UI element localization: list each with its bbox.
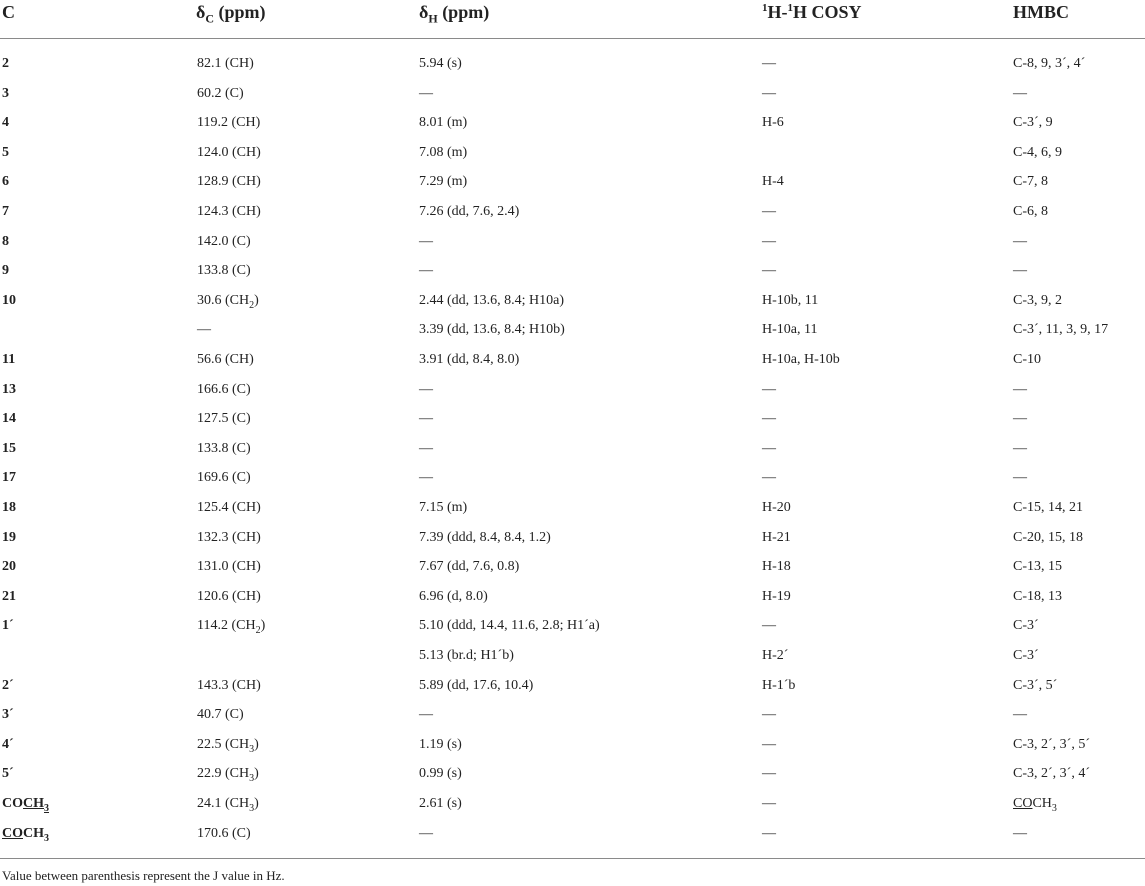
carbon-label: 8 xyxy=(2,233,9,249)
cosy-value: — xyxy=(762,470,776,486)
table-row xyxy=(0,584,1145,614)
delta-h-value: — xyxy=(419,233,433,249)
delta-h-value: — xyxy=(419,825,433,841)
carbon-label: 2´ xyxy=(2,677,14,693)
carbon-label: 11 xyxy=(2,352,16,367)
cosy-value: H-19 xyxy=(762,588,791,604)
carbon-label: 10 xyxy=(2,292,16,308)
cosy-value: — xyxy=(762,263,776,279)
delta-h-value: 7.29 (m) xyxy=(419,174,468,190)
cosy-value: — xyxy=(762,56,776,71)
carbon-label: 4 xyxy=(2,115,9,131)
carbon-label: 1´ xyxy=(2,618,14,634)
table-row xyxy=(0,288,1145,318)
table-bottom-rule xyxy=(0,858,1145,859)
hmbc-value: — xyxy=(1013,440,1027,456)
delta-h-value: 7.26 (dd, 7.6, 2.4) xyxy=(419,204,520,219)
carbon-label: 2 xyxy=(2,56,9,71)
carbon-label: 3´ xyxy=(2,707,14,723)
delta-h-value: 5.89 (dd, 17.6, 10.4) xyxy=(419,677,534,693)
hmbc-value: — xyxy=(1013,825,1027,841)
carbon-label: 13 xyxy=(2,381,16,397)
delta-c-value: 128.9 (CH) xyxy=(197,174,261,190)
cosy-value: — xyxy=(762,766,776,782)
delta-h-value: 3.91 (dd, 8.4, 8.0) xyxy=(419,352,520,367)
table-row xyxy=(0,81,1145,111)
cosy-value: H-1´b xyxy=(762,677,796,693)
carbon-label: 21 xyxy=(2,588,16,604)
delta-c-value: — xyxy=(197,322,211,338)
header-delta-c: $\delta_C$ (ppm) xyxy=(196,2,266,26)
delta-h-value: 2.44 (dd, 13.6, 8.4; H10a) xyxy=(419,292,565,308)
cosy-value: — xyxy=(762,796,776,811)
delta-c-value: 22.5 $(CH_3)$ xyxy=(197,736,259,755)
hmbc-value: C-20, 15, 18 xyxy=(1013,529,1083,545)
delta-h-value: — xyxy=(419,263,433,279)
cosy-value: — xyxy=(762,707,776,723)
delta-h-value: — xyxy=(419,411,433,427)
cosy-value: — xyxy=(762,736,776,752)
delta-h-value: 5.13 (br.d; H1´b) xyxy=(419,648,514,663)
table-row xyxy=(0,199,1145,229)
table-row xyxy=(0,554,1145,584)
carbon-label: 18 xyxy=(2,500,16,515)
table-footnote: Value between parenthesis represent the J value in Hz. xyxy=(2,868,285,883)
hmbc-value: C-8, 9, 3´, 4´ xyxy=(1013,56,1086,71)
table-row xyxy=(0,702,1145,732)
hmbc-value: — xyxy=(1013,381,1027,397)
table-row xyxy=(0,761,1145,791)
delta-h-value: 5.94 (s) xyxy=(419,56,462,71)
carbon-label: 3 xyxy=(2,85,9,101)
table-row xyxy=(0,258,1145,288)
carbon-label: 4´ xyxy=(2,736,14,752)
table-row xyxy=(0,495,1145,525)
table-row xyxy=(0,613,1145,643)
table-row xyxy=(0,51,1145,81)
delta-h-value: — xyxy=(419,707,433,723)
delta-h-value: 3.39 (dd, 13.6, 8.4; H10b) xyxy=(419,322,565,338)
delta-c-value: 120.6 (CH) xyxy=(197,588,261,604)
hmbc-value: C-3´, 9 xyxy=(1013,115,1053,131)
delta-h-value: — xyxy=(419,440,433,456)
table-row xyxy=(0,732,1145,762)
delta-c-value: 22.9 $(CH_3)$ xyxy=(197,766,259,785)
table-row xyxy=(0,525,1145,555)
header-cosy: $^1$H-$^1$H COSY xyxy=(762,2,862,22)
carbon-label: 5 xyxy=(2,144,9,160)
cosy-value: — xyxy=(762,825,776,841)
hmbc-value: $COCH_3$ xyxy=(1013,796,1057,814)
hmbc-value: C-3, 9, 2 xyxy=(1013,292,1062,308)
cosy-value: H-21 xyxy=(762,529,791,545)
carbon-label: $COCH_3$ xyxy=(2,825,49,844)
carbon-label: $COCH_3$ xyxy=(2,796,49,814)
delta-c-value: 131.0 (CH) xyxy=(197,559,261,575)
hmbc-value: C-3´, 11, 3, 9, 17 xyxy=(1013,322,1109,338)
delta-h-value: 0.99 (s) xyxy=(419,766,462,782)
hmbc-value: C-3, 2´, 3´, 5´ xyxy=(1013,736,1090,752)
hmbc-value: — xyxy=(1013,470,1027,486)
hmbc-value: — xyxy=(1013,707,1027,723)
delta-c-value: 30.6 $(CH_2)$ xyxy=(197,292,259,311)
delta-h-value: 8.01 (m) xyxy=(419,115,468,131)
cosy-value: — xyxy=(762,440,776,456)
delta-h-value: 5.10 (ddd, 14.4, 11.6, 2.8; H1´a) xyxy=(419,618,600,634)
hmbc-value: C-10 xyxy=(1013,352,1041,367)
table-row xyxy=(0,436,1145,466)
delta-c-value: 124.3 (CH) xyxy=(197,204,261,219)
delta-c-value: 60.2 (C) xyxy=(197,85,244,101)
delta-h-value: 7.15 (m) xyxy=(419,500,468,515)
carbon-label: 19 xyxy=(2,529,16,545)
carbon-label: 9 xyxy=(2,263,9,279)
delta-c-value: 169.6 (C) xyxy=(197,470,251,486)
cosy-value: H-10a, H-10b xyxy=(762,352,840,367)
hmbc-value: C-3, 2´, 3´, 4´ xyxy=(1013,766,1090,782)
table-row xyxy=(0,821,1145,851)
table-row xyxy=(0,317,1145,347)
delta-h-value: 6.96 (d, 8.0) xyxy=(419,588,488,604)
delta-c-value: 124.0 (CH) xyxy=(197,144,261,160)
cosy-value: H-2´ xyxy=(762,648,789,663)
delta-c-value: 56.6 (CH) xyxy=(197,352,254,367)
delta-h-value: — xyxy=(419,381,433,397)
hmbc-value: — xyxy=(1013,263,1027,279)
delta-c-value: 170.6 (C) xyxy=(197,825,251,841)
header-hmbc: HMBC xyxy=(1013,2,1069,22)
cosy-value: — xyxy=(762,381,776,397)
cosy-value: H-20 xyxy=(762,500,791,515)
delta-h-value: 7.39 (ddd, 8.4, 8.4, 1.2) xyxy=(419,529,551,545)
hmbc-value: — xyxy=(1013,411,1027,427)
delta-c-value: 114.2 $(CH_2)$ xyxy=(197,618,266,637)
hmbc-value: C-18, 13 xyxy=(1013,588,1062,604)
delta-h-value: — xyxy=(419,85,433,101)
header-carbon: C xyxy=(2,2,15,22)
delta-h-value: 2.61 (s) xyxy=(419,796,462,811)
cosy-value: — xyxy=(762,85,776,101)
delta-c-value: 119.2 (CH) xyxy=(197,115,261,131)
cosy-value: H-18 xyxy=(762,559,791,575)
carbon-label: 6 xyxy=(2,174,9,190)
hmbc-value: C-15, 14, 21 xyxy=(1013,500,1083,515)
delta-c-value: 40.7 (C) xyxy=(197,707,244,723)
delta-c-value: 125.4 (CH) xyxy=(197,500,261,515)
cosy-value: H-10b, 11 xyxy=(762,292,819,308)
cosy-value: — xyxy=(762,204,776,219)
hmbc-value: C-3´, 5´ xyxy=(1013,677,1058,693)
delta-c-value: 132.3 (CH) xyxy=(197,529,261,545)
carbon-label: 17 xyxy=(2,470,16,486)
table-row xyxy=(0,140,1145,170)
carbon-label: 15 xyxy=(2,440,16,456)
delta-c-value: 133.8 (C) xyxy=(197,263,251,279)
table-row xyxy=(0,406,1145,436)
table-row xyxy=(0,169,1145,199)
cosy-value: H-10a, 11 xyxy=(762,322,818,338)
table-row xyxy=(0,643,1145,673)
cosy-value: — xyxy=(762,618,776,634)
delta-c-value: 24.1 $(CH_3)$ xyxy=(197,796,259,814)
delta-c-value: 133.8 (C) xyxy=(197,440,251,456)
carbon-label: 7 xyxy=(2,204,9,219)
hmbc-value: C-7, 8 xyxy=(1013,174,1048,190)
cosy-value: H-6 xyxy=(762,115,784,131)
hmbc-value: C-3´ xyxy=(1013,618,1039,634)
carbon-label: 14 xyxy=(2,411,16,427)
delta-c-value: 82.1 (CH) xyxy=(197,56,254,71)
delta-h-value: 1.19 (s) xyxy=(419,736,462,752)
table-row xyxy=(0,377,1145,407)
delta-h-value: 7.08 (m) xyxy=(419,144,468,160)
delta-h-value: — xyxy=(419,470,433,486)
table-row xyxy=(0,673,1145,703)
hmbc-value: C-4, 6, 9 xyxy=(1013,144,1062,160)
delta-c-value: 142.0 (C) xyxy=(197,233,251,249)
header-delta-h: $\delta_H$ (ppm) xyxy=(419,2,490,26)
table-row xyxy=(0,791,1145,821)
hmbc-value: C-13, 15 xyxy=(1013,559,1062,575)
table-row xyxy=(0,229,1145,259)
carbon-label: 5´ xyxy=(2,766,14,782)
table-row xyxy=(0,347,1145,377)
cosy-value: H-4 xyxy=(762,174,784,190)
delta-c-value: 127.5 (C) xyxy=(197,411,251,427)
hmbc-value: — xyxy=(1013,233,1027,249)
table-row xyxy=(0,465,1145,495)
hmbc-value: C-3´ xyxy=(1013,648,1039,663)
hmbc-value: C-6, 8 xyxy=(1013,204,1048,219)
table-row xyxy=(0,110,1145,140)
cosy-value: — xyxy=(762,411,776,427)
delta-h-value: 7.67 (dd, 7.6, 0.8) xyxy=(419,559,520,575)
hmbc-value: — xyxy=(1013,85,1027,101)
delta-c-value: 166.6 (C) xyxy=(197,381,251,397)
delta-c-value: 143.3 (CH) xyxy=(197,677,261,693)
carbon-label: 20 xyxy=(2,559,16,575)
table-header-row xyxy=(0,0,1145,39)
cosy-value: — xyxy=(762,233,776,249)
